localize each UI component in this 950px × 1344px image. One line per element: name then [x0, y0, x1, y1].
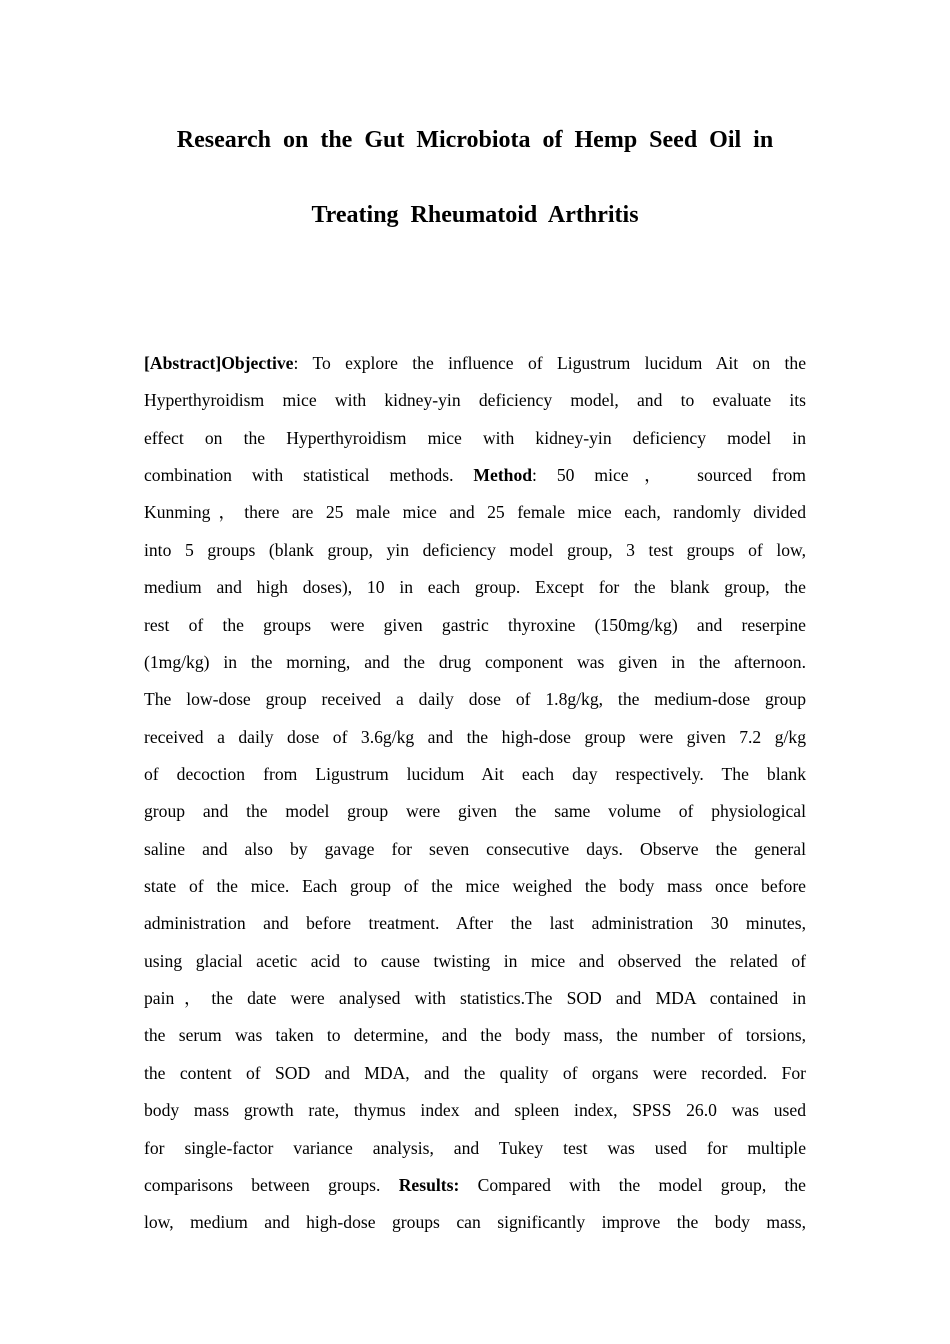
abstract-line: effect on the Hyperthyroidism mice with kidney-yin deficiency model in — [144, 427, 806, 448]
objective-label: Objective — [221, 353, 294, 373]
abstract-line: The low-dose group received a daily dose of 1.8g/kg, the medium-dose group — [144, 689, 806, 710]
abstract-line: saline and also by gavage for seven consecutive days. Observe the general — [144, 838, 806, 859]
paper-title-line-2: Treating Rheumatoid Arthritis — [311, 202, 639, 228]
abstract-line: low, medium and high-dose groups can significantly improve the body mass, — [144, 1212, 806, 1233]
abstract-line: body mass growth rate, thymus index and spleen index, SPSS 26.0 was used — [144, 1100, 806, 1121]
abstract-line — [144, 345, 806, 382]
abstract-line: pain，the date were analysed with statistics.The SOD and MDA contained in — [144, 988, 806, 1009]
abstract-line: using glacial acetic acid to cause twisting in mice and observed the related of — [144, 950, 806, 971]
objective-text: To explore the influence of Ligustrum lucidum Ait on the — [312, 353, 807, 373]
abstract-line: into 5 groups (blank group, yin deficiency model group, 3 test groups of low, — [144, 539, 806, 560]
results-pre-text: comparisons between groups. — [144, 1174, 399, 1195]
results-label: Results: — [398, 1174, 460, 1195]
abstract-line: administration and before treatment. After the last administration 30 minutes, — [144, 913, 806, 934]
abstract-line: for single-factor variance analysis, and Tukey test was used for multiple — [144, 1137, 806, 1158]
abstract-line: state of the mice. Each group of the mice weighed the body mass once before — [144, 876, 806, 897]
abstract-line: group and the model group were given the same volume of physiological — [144, 801, 806, 822]
abstract-line: Kunming，there are 25 male mice and 25 female mice each, randomly divided — [144, 502, 806, 523]
abstract-line: the serum was taken to determine, and the body mass, the number of torsions, — [144, 1025, 806, 1046]
abstract-line: medium and high doses), 10 in each group. Except for the blank group, the — [144, 577, 806, 598]
abstract-paragraph — [144, 345, 806, 1242]
abstract-line: the content of SOD and MDA, and the quality of organs were recorded. For — [144, 1062, 806, 1083]
abstract-line — [144, 1167, 806, 1204]
abstract-line: of decoction from Ligustrum lucidum Ait each day respectively. The blank — [144, 763, 806, 784]
results-text: Compared with the model group, the — [459, 1174, 806, 1195]
objective-colon: : — [293, 353, 313, 373]
method-pre-text: combination with statistical methods. — [144, 465, 474, 486]
method-text: : 50 mice， sourced from — [532, 465, 806, 486]
paper-title-line-1: Research on the Gut Microbiota of Hemp Seed Oil in — [176, 127, 774, 153]
abstract-line: (1mg/kg) in the morning, and the drug component was given in the afternoon. — [144, 651, 806, 672]
abstract-line: Hyperthyroidism mice with kidney-yin deficiency model, and to evaluate its — [144, 390, 806, 411]
method-label: Method — [473, 465, 533, 486]
abstract-line: received a daily dose of 3.6g/kg and the high-dose group were given 7.2 g/kg — [144, 726, 806, 747]
abstract-line: rest of the groups were given gastric thyroxine (150mg/kg) and reserpine — [144, 614, 806, 635]
abstract-line — [144, 457, 806, 494]
abstract-label: [Abstract] — [144, 353, 222, 373]
